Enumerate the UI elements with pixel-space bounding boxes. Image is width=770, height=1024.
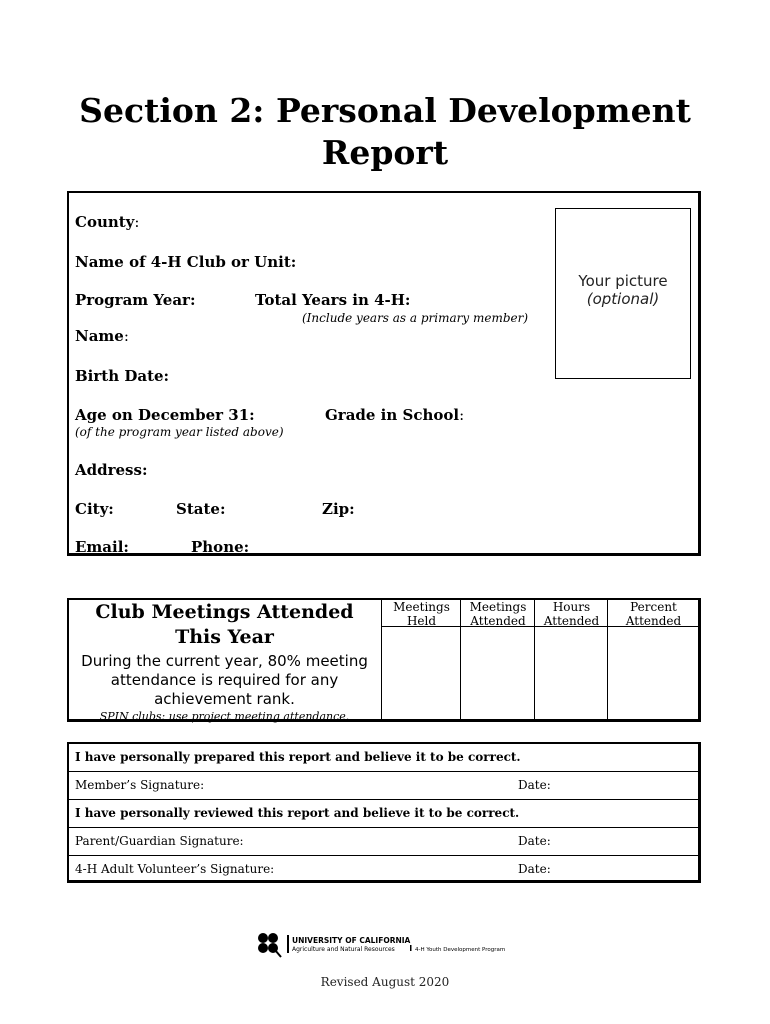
address-label[interactable]: Address: (75, 461, 148, 479)
city-label[interactable]: City: (75, 500, 114, 518)
hours-attended-header: Hours Attended (535, 598, 608, 627)
title-line-2: Report (321, 133, 449, 172)
parent-signature-label: Parent/Guardian Signature: (75, 834, 244, 848)
parent-date-label: Date: (518, 834, 551, 848)
meetings-title-line-2: This Year (175, 626, 274, 648)
member-statement: I have personally prepared this report and believe it to be correct. (75, 750, 521, 764)
meetings-title-line-1: Club Meetings Attended (95, 601, 354, 623)
email-label[interactable]: Email: (75, 538, 129, 556)
name-label[interactable]: Name: (75, 327, 129, 345)
percent-attended-column[interactable] (607, 598, 699, 722)
meetings-attended-column[interactable] (460, 598, 535, 722)
percent-attended-header: Percent Attended (608, 598, 699, 627)
member-date-label: Date: (518, 778, 551, 792)
photo-placeholder[interactable] (555, 208, 691, 379)
meetings-description (69, 598, 380, 723)
signature-table (67, 742, 701, 883)
reviewer-statement-row (69, 800, 698, 828)
grade-label[interactable]: Grade in School: (325, 406, 465, 424)
meetings-attended-header: Meetings Attended (461, 598, 535, 627)
hours-attended-column[interactable] (534, 598, 608, 722)
member-signature-row[interactable] (69, 772, 698, 800)
club-name-label[interactable]: Name of 4-H Club or Unit: (75, 253, 297, 271)
logo-org-line-1: UNIVERSITY OF CALIFORNIA (292, 936, 411, 945)
photo-optional-label: (optional) (586, 290, 660, 308)
phone-label[interactable]: Phone: (191, 538, 250, 556)
title-line-1: Section 2: Personal Development (79, 91, 691, 130)
spin-note: SPIN clubs: use project meeting attendance. (99, 710, 350, 723)
total-years-label[interactable]: Total Years in 4-H: (255, 291, 411, 309)
page-title (0, 90, 770, 174)
county-label[interactable]: County: (75, 213, 140, 231)
member-statement-row (69, 744, 698, 772)
meetings-requirement-text (69, 652, 380, 709)
meetings-table (381, 598, 701, 722)
meetings-desc-line-2: attendance is required for any (110, 671, 339, 689)
clover-icon (258, 933, 281, 957)
meetings-held-column[interactable] (381, 598, 461, 722)
age-note: (of the program year listed above) (75, 425, 284, 439)
volunteer-date-label: Date: (518, 862, 551, 876)
member-signature-label: Member’s Signature: (75, 778, 205, 792)
reviewer-statement: I have personally reviewed this report and believe it to be correct. (75, 806, 520, 820)
meetings-desc-line-3: achievement rank. (154, 690, 295, 708)
parent-signature-row[interactable] (69, 828, 698, 856)
logo-program-name: 4-H Youth Development Program (415, 947, 506, 953)
program-year-label[interactable]: Program Year: (75, 291, 196, 309)
logo-org-line-2: Agriculture and Natural Resources (292, 946, 395, 953)
photo-label: Your picture (578, 272, 668, 290)
zip-label[interactable]: Zip: (322, 500, 355, 518)
revised-date: Revised August 2020 (320, 975, 450, 989)
meetings-title (69, 600, 380, 650)
volunteer-signature-label: 4-H Adult Volunteer’s Signature: (75, 862, 275, 876)
volunteer-signature-row[interactable] (69, 856, 698, 884)
uc-anr-4h-logo (255, 930, 525, 960)
birth-date-label[interactable]: Birth Date: (75, 367, 170, 385)
meetings-desc-line-1: During the current year, 80% meeting (81, 652, 368, 670)
state-label[interactable]: State: (176, 500, 226, 518)
meetings-held-header: Meetings Held (382, 598, 461, 627)
total-years-note: (Include years as a primary member) (302, 311, 529, 325)
age-label[interactable]: Age on December 31: (75, 406, 255, 424)
